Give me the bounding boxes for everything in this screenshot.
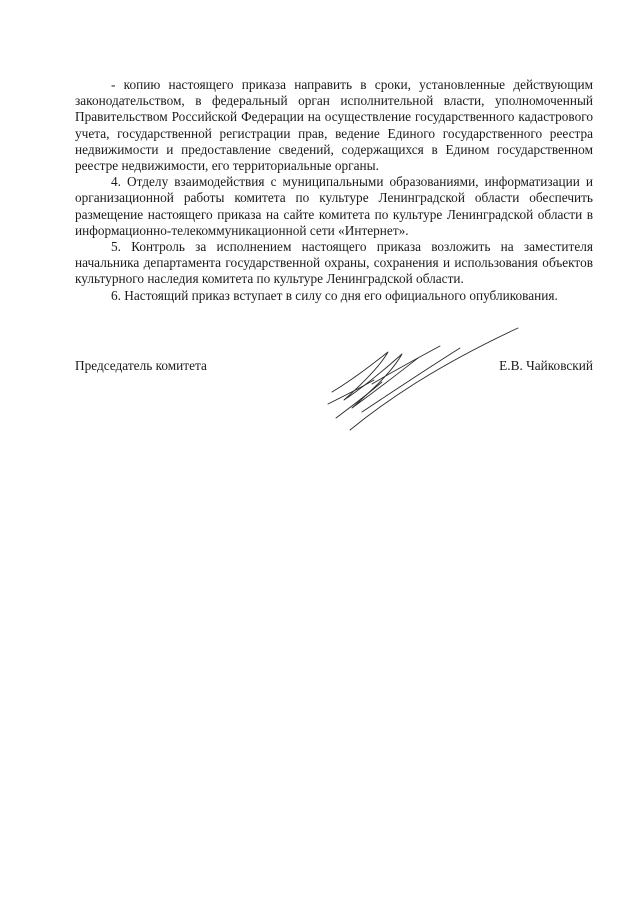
paragraph-item-5: 5. Контроль за исполнением настоящего приказа возложить на заместителя начальника департамента государственной охраны, сохранения и использования объектов культурного наследия комитета по культуре Ленинградской области. xyxy=(75,239,593,287)
signatory-name: Е.В. Чайковский xyxy=(499,358,593,373)
document-body xyxy=(75,77,593,304)
paragraph-item-4: 4. Отделу взаимодействия с муниципальными образованиями, информатизации и организационной работы комитета по культуре Ленинградской области обеспечить размещение настоящего приказа на сайте комитета по культуре Ленинградской области в информационно-телекоммуникационной сети «Интернет». xyxy=(75,174,593,238)
paragraph-copy-order: - копию настоящего приказа направить в сроки, установленные действующим законодательством, в федеральный орган исполнительной власти, уполномоченный Правительством Российской Федерации на осуществление государственного кадастрового учета, государственной регистрации прав, ведение Единого государственного реестра недвижимости и предоставление сведений, содержащихся в Едином государственном реестре недвижимости, его территориальные органы. xyxy=(75,77,593,174)
paragraph-item-6: 6. Настоящий приказ вступает в силу со дня его официального опубликования. xyxy=(111,287,558,303)
signatory-title: Председатель комитета xyxy=(75,358,207,373)
handwritten-signature xyxy=(322,322,522,432)
